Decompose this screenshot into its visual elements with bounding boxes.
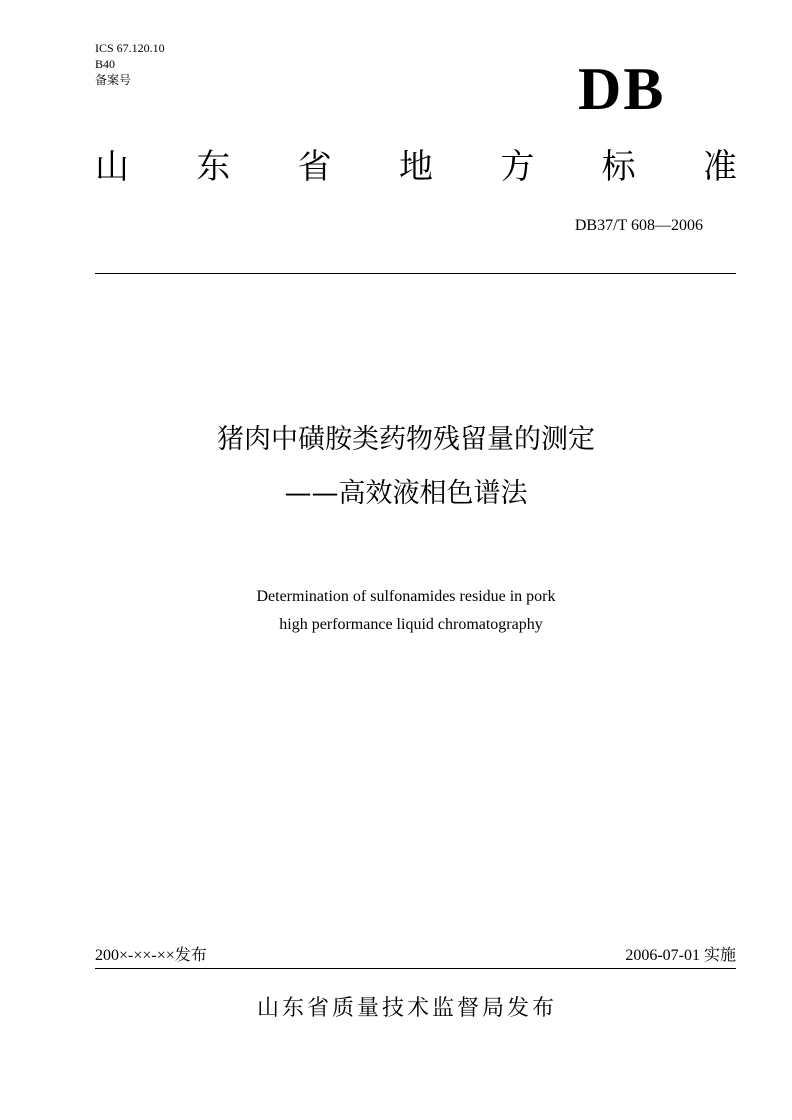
standard-number: DB37/T 608—2006 (574, 217, 703, 234)
publisher (0, 993, 792, 1025)
english-title (0, 583, 792, 639)
implementation-date: 2006-07-01 实施 (625, 947, 736, 964)
heading-char: 省 (297, 147, 332, 187)
top-divider (95, 273, 736, 274)
bottom-divider (95, 968, 736, 969)
heading-char: 标 (601, 147, 636, 187)
standard-type-heading (95, 145, 737, 189)
standard-metadata (95, 40, 165, 88)
heading-char: 准 (702, 147, 737, 187)
english-title-line1: Determination of sulfonamides residue in pork (256, 588, 556, 605)
heading-char: 山 (95, 147, 129, 187)
english-title-line2: high performance liquid chromatography (279, 616, 543, 633)
publisher-name: 山东省质量技术监督局发布 (256, 996, 557, 1021)
classification-code: B40 (95, 57, 116, 71)
issue-date: 200×-××-××发布 (95, 947, 207, 964)
chinese-title-line2: ——高效液相色谱法 (284, 478, 528, 509)
chinese-title-line1: 猪肉中磺胺类药物残留量的测定 (217, 424, 595, 455)
heading-char: 方 (500, 147, 535, 187)
db-logo: DB (578, 56, 666, 122)
ics-code: ICS 67.120.10 (95, 41, 165, 55)
heading-char: 地 (398, 147, 433, 187)
filing-number-label: 备案号 (95, 73, 132, 87)
chinese-title (0, 420, 792, 514)
heading-char: 东 (196, 147, 231, 187)
